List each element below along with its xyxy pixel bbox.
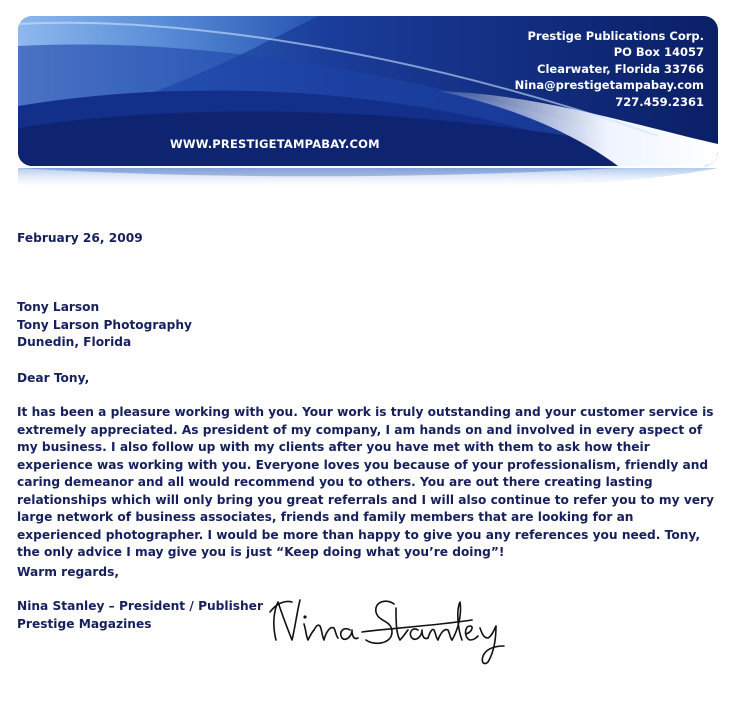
letterhead-banner	[18, 16, 718, 166]
email-address: Nina@prestigetampabay.com	[514, 78, 704, 93]
po-box: PO Box 14057	[613, 45, 704, 60]
letterhead-contact-block	[515, 28, 704, 110]
recipient-location: Dunedin, Florida	[17, 335, 132, 350]
letter-date: February 26, 2009	[17, 231, 143, 245]
recipient-address	[17, 299, 192, 352]
banner-reflection	[18, 168, 718, 208]
website-url: WWW.PRESTIGETAMPABAY.COM	[170, 137, 380, 151]
company-name: Prestige Publications Corp.	[527, 29, 704, 43]
recipient-name: Tony Larson	[17, 300, 100, 314]
handwritten-signature	[262, 590, 522, 670]
closing-line: Warm regards,	[17, 565, 120, 579]
sender-name-title: Nina Stanley – President / Publisher	[17, 599, 263, 613]
sender-company: Prestige Magazines	[17, 616, 152, 631]
phone-number: 727.459.2361	[615, 94, 704, 109]
city-state-zip: Clearwater, Florida 33766	[537, 61, 704, 76]
sender-block	[17, 598, 263, 633]
recipient-company: Tony Larson Photography	[17, 317, 192, 332]
salutation: Dear Tony,	[17, 371, 90, 385]
letter-body-paragraph: It has been a pleasure working with you. Your work is truly outstanding and your customer service is extremely appreciated. As president of my company, I am hands on and involved in every aspect of my business. I also follow up with my clients after you have met with them to ask how their experience was working with you. Everyone loves you because of your professionalism, friendly and caring demeanor and all would recommend you to others. You are out there creating lasting relationships which will only bring you great referrals and I will also continue to refer you to my very large network of business associates, friends and family members that are looking for an experienced photographer. I would be more than happy to give you any references you need. Tony, the only advice I may give you is just “Keep doing what you’re doing”!	[17, 405, 714, 559]
